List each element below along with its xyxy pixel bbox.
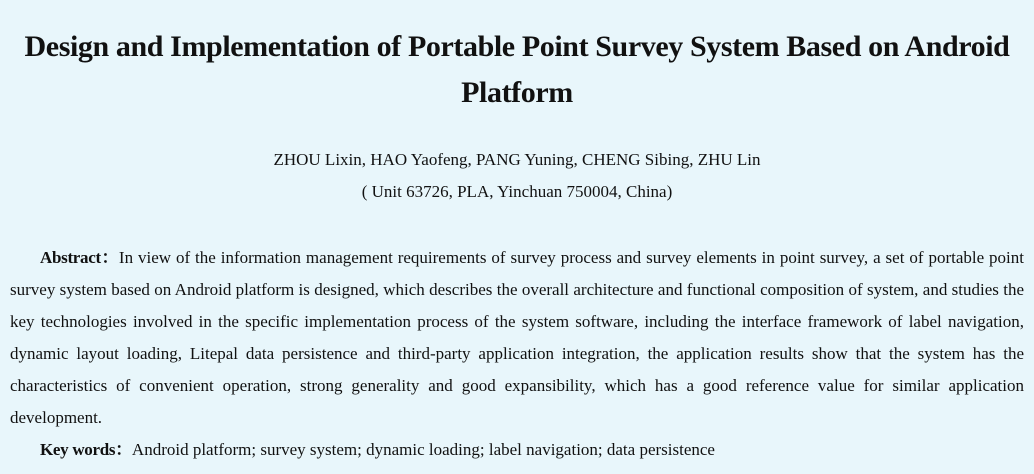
keywords-label: Key words：: [40, 440, 132, 459]
abstract-label: Abstract：: [40, 248, 119, 267]
author-affiliation: ( Unit 63726, PLA, Yinchuan 750004, China): [361, 182, 673, 201]
keywords-paragraph: [40, 438, 1024, 462]
paper-title: Design and Implementation of Portable Point Survey System Based on Android Platform: [24, 30, 1010, 109]
keywords-text: Android platform; survey system; dynamic loading; label navigation; data persistence: [131, 440, 715, 459]
author-list: ZHOU Lixin, HAO Yaofeng, PANG Yuning, CHENG Sibing, ZHU Lin: [273, 150, 761, 169]
abstract-paragraph: [10, 242, 1024, 434]
abstract-text: In view of the information management requirements of survey process and survey elements in point survey, a set of portable point survey system based on Android platform is designed, which describes the overall architecture and functional composition of system, and studies the key technologies involved in the specific implementation process of the system software, including the interface framework of label navigation, dynamic layout loading, Litepal data persistence and third-party application integration, the application results show that the system has the characteristics of convenient operation, strong generality and good expansibility, which has a good reference value for similar application development.: [10, 248, 1025, 427]
